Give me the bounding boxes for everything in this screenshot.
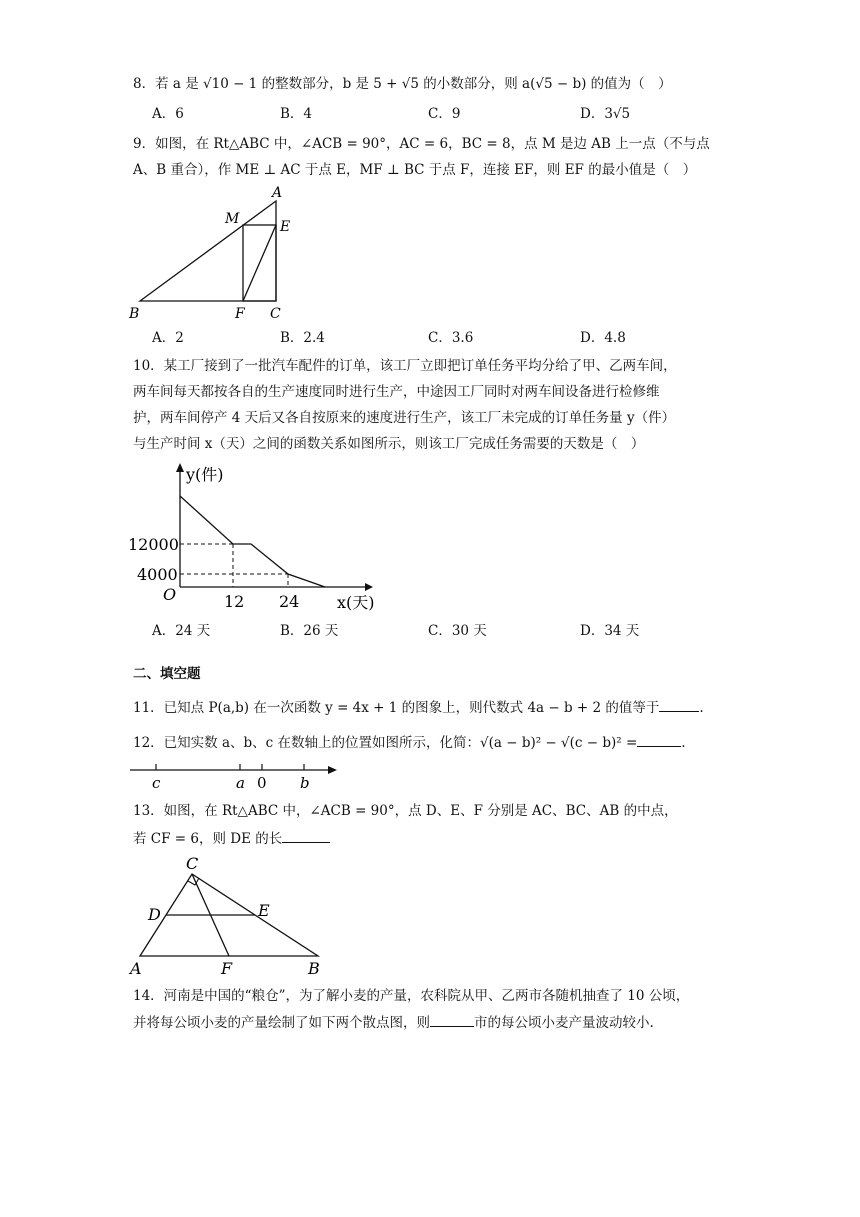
q8-option-b: B．4 — [280, 106, 313, 122]
q8-option-a: A．6 — [152, 106, 184, 122]
q14-stem-line2-a: 并将每公顷小麦的产量绘制了如下两个散点图，则 — [133, 1015, 430, 1031]
q14-answer-blank — [430, 1012, 474, 1027]
q10-stem-line4: 与生产时间 x（天）之间的函数关系如图所示，则该工厂完成任务需要的天数是（ ） — [133, 436, 645, 452]
q13-label-f: F — [221, 959, 233, 978]
q10-graph-line — [180, 496, 325, 587]
q9-option-a: A．2 — [152, 330, 184, 346]
q13-label-c: C — [186, 854, 199, 873]
q13-label-d: D — [148, 905, 161, 924]
q14-stem-line2 — [133, 1012, 654, 1033]
q9-triangle-abc — [140, 201, 276, 301]
q10-x-axis-arrow — [365, 583, 373, 591]
q9-label-c: C — [270, 306, 281, 322]
q12-stem — [133, 732, 686, 753]
q10-stem-line1: 10．某工厂接到了一批汽车配件的订单，该工厂立即把订单任务平均分给了甲、乙两车间， — [133, 358, 677, 374]
q12-label-zero: 0 — [257, 774, 267, 792]
q12-label-a: a — [236, 774, 245, 792]
q12-axis-arrow — [328, 766, 337, 774]
q13-triangle-figure — [125, 850, 335, 978]
q10-stem-line3: 护，两车间停产 4 天后又各自按原来的速度进行生产，该工厂未完成的订单任务量 y（件） — [133, 410, 676, 426]
q10-y-tick-4000: 4000 — [137, 565, 178, 584]
q12-label-b: b — [300, 774, 310, 792]
q9-triangle-figure — [125, 185, 305, 325]
q10-origin-label: O — [163, 585, 177, 604]
q9-segment-ef — [243, 225, 276, 301]
q9-label-a: A — [272, 185, 283, 201]
q9-option-b: B．2.4 — [280, 330, 325, 346]
q9-label-m: M — [225, 211, 240, 227]
q10-function-graph — [125, 460, 390, 618]
q10-option-d: D．34 天 — [580, 623, 640, 639]
q13-right-angle-mark — [188, 878, 199, 885]
q11-end: . — [699, 700, 704, 716]
q13-stem-line1: 13．如图，在 Rt△ABC 中，∠ACB = 90°，点 D、E、F 分别是 AC、BC、AB 的中点， — [133, 803, 678, 819]
q9-option-d: D．4.8 — [580, 330, 626, 346]
q13-stem-line2 — [133, 828, 330, 849]
q10-options — [152, 621, 772, 641]
q8-option-c: C．9 — [428, 106, 461, 122]
q10-option-b: B．26 天 — [280, 623, 339, 639]
q9-stem-line1: 9．如图，在 Rt△ABC 中，∠ACB = 90°，AC = 6，BC = 8，点 M 是边 AB 上一点（不与点 — [133, 136, 710, 152]
q13-label-e: E — [258, 901, 270, 920]
q9-option-c: C．3.6 — [428, 330, 474, 346]
q10-y-axis-label: y(件) — [186, 465, 224, 484]
q10-x-axis-label: x(天) — [337, 593, 375, 612]
q12-number-line — [125, 758, 345, 794]
q10-x-tick-24: 24 — [279, 592, 300, 611]
q9-label-b: B — [129, 306, 140, 322]
q13-answer-blank — [282, 828, 330, 843]
q10-option-a: A．24 天 — [152, 623, 211, 639]
q10-option-c: C．30 天 — [428, 623, 487, 639]
q12-answer-blank — [637, 732, 681, 747]
q11-stem — [133, 697, 704, 718]
q13-label-a: A — [130, 959, 142, 978]
q13-stem-line2-text: 若 CF = 6，则 DE 的长 — [133, 831, 283, 847]
q9-label-f: F — [235, 306, 245, 322]
section-title-fill-in: 二、填空题 — [133, 666, 201, 682]
q9-label-e: E — [280, 219, 291, 235]
q8-stem: 8．若 a 是 √10 − 1 的整数部分，b 是 5 + √5 的小数部分，则 a(√5 − b) 的值为（ ） — [133, 76, 672, 92]
q9-stem-line2: A、B 重合），作 ME ⊥ AC 于点 E，MF ⊥ BC 于点 F，连接 EF，则 EF 的最小值是（ ） — [133, 162, 697, 178]
q10-y-axis-arrow — [176, 463, 184, 472]
q13-label-b: B — [308, 959, 320, 978]
q12-end: . — [681, 735, 686, 751]
q8-option-d: D．3√5 — [580, 106, 631, 122]
q9-options — [152, 328, 772, 348]
q8-options — [152, 104, 772, 124]
q11-text: 11．已知点 P(a,b) 在一次函数 y = 4x + 1 的图象上，则代数式 4a − b + 2 的值等于 — [133, 700, 660, 716]
q12-text: 12．已知实数 a、b、c 在数轴上的位置如图所示，化简：√(a − b)² − √(c − b)² = — [133, 735, 638, 751]
q10-stem-line2: 两车间每天都按各自的生产速度同时进行生产，中途因工厂同时对两车间设备进行检修维 — [133, 384, 660, 400]
q11-answer-blank — [659, 697, 699, 712]
q12-label-c: c — [152, 774, 161, 792]
q14-stem-line2-b: 市的每公顷小麦产量波动较小. — [474, 1015, 654, 1031]
q14-stem-line1: 14．河南是中国的“粮仓”，为了解小麦的产量，农科院从甲、乙两市各随机抽查了 10 公顷， — [133, 988, 690, 1004]
q10-x-tick-12: 12 — [224, 592, 245, 611]
q10-y-tick-12000: 12000 — [128, 535, 179, 554]
